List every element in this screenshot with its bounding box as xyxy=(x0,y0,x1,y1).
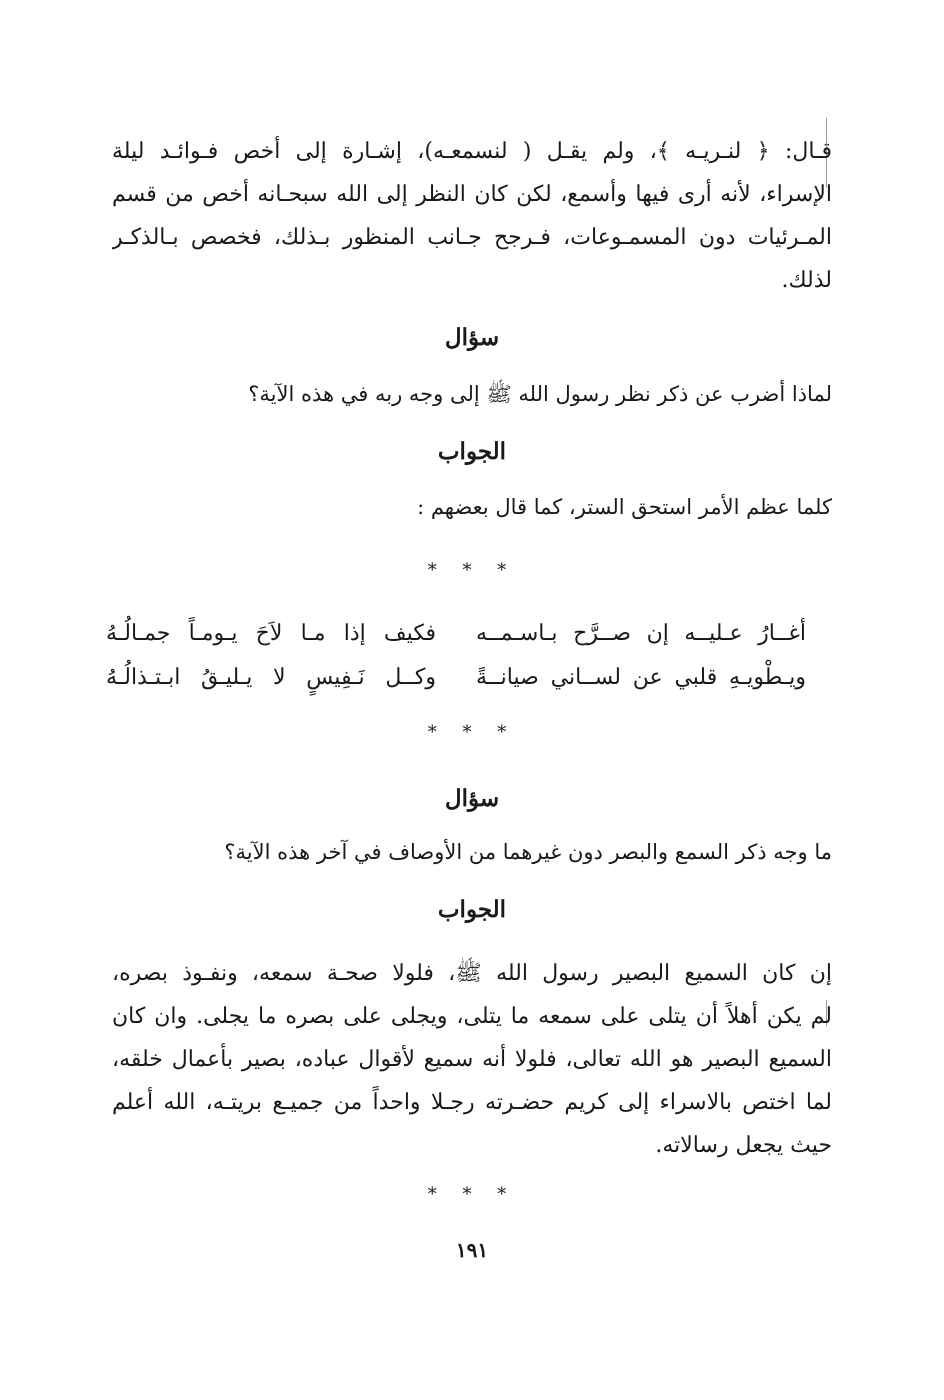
answer-text: كلما عظم الأمر استحق الستر، كما قال بعضهم : xyxy=(417,495,832,519)
poem-second-hemistich: فكيف إذا مـا لاَحَ يـومـاً جمـالُـهُ xyxy=(106,621,436,646)
question-text: ما وجه ذكر السمع والبصر دون غيرهما من الأوصاف في آخر هذه الآية؟ xyxy=(224,840,832,864)
poem-first-hemistich: أغــارُ عـليــه إن صــرَّح بـاسـمــه xyxy=(476,621,806,646)
page-number: ١٩١ xyxy=(455,1238,489,1262)
answer-heading: الجواب xyxy=(437,896,507,923)
paragraph-line: إن كان السميع البصير رسول الله ﷺ، فلولا صحـة سمعه، ونفـوذ بصره، xyxy=(112,961,832,986)
opening-paragraph xyxy=(112,130,832,302)
ornament-stars: * * * xyxy=(427,560,517,581)
paragraph-line: المـرئيات دون المسمـوعات، فـرجح جـانب المنظور بـذلك، فخصص بـالذكـر xyxy=(112,225,832,250)
answer-heading: الجواب xyxy=(437,438,507,465)
poem-second-hemistich: وكــل نَـفِيسٍ لا يـليـقُ ابـتـذالُـهُ xyxy=(106,665,436,690)
paragraph-line: لم يكن أهلاً أن يتلى على سمعه ما يتلى، ويجلى على بصره ما يجلى. وان كان xyxy=(112,1004,832,1029)
ornament-stars: * * * xyxy=(427,1184,517,1205)
paragraph-line: قـال: ﴿ لنـريـه ﴾، ولم يقـل ( لنسمعـه)، إشـارة إلى أخص فـوائـد ليلة xyxy=(112,139,832,164)
paragraph-line: لذلك. xyxy=(781,268,832,293)
answer-paragraph xyxy=(112,952,832,1167)
poem-first-hemistich: ويـطْويـهِ قلبي عن لســاني صيانــةً xyxy=(476,665,806,690)
poem-verse xyxy=(106,612,806,656)
paragraph-line: الإسراء، لأنه أرى فيها وأسمع، لكن كان النظر إلى الله سبحـانه أخص من قسم xyxy=(112,182,832,207)
question-text: لماذا أضرب عن ذكر نظر رسول الله ﷺ إلى وجه ربه في هذه الآية؟ xyxy=(248,382,832,406)
paragraph-line: السميع البصير هو الله تعالى، فلولا أنه سميع لأقوال عباده، بصير بأعمال خلقه، xyxy=(112,1047,832,1072)
ornament-stars: * * * xyxy=(427,722,517,743)
paragraph-line: لما اختص بالاسراء إلى كريم حضـرته رجـلا واحداً من جميـع بريتـه، الله أعلم xyxy=(112,1090,832,1115)
poem xyxy=(106,612,806,700)
poem-verse xyxy=(106,656,806,700)
question-heading: سؤال xyxy=(444,785,500,812)
paragraph-line: حيث يجعل رسالاته. xyxy=(655,1133,832,1158)
question-heading: سؤال xyxy=(444,324,500,351)
